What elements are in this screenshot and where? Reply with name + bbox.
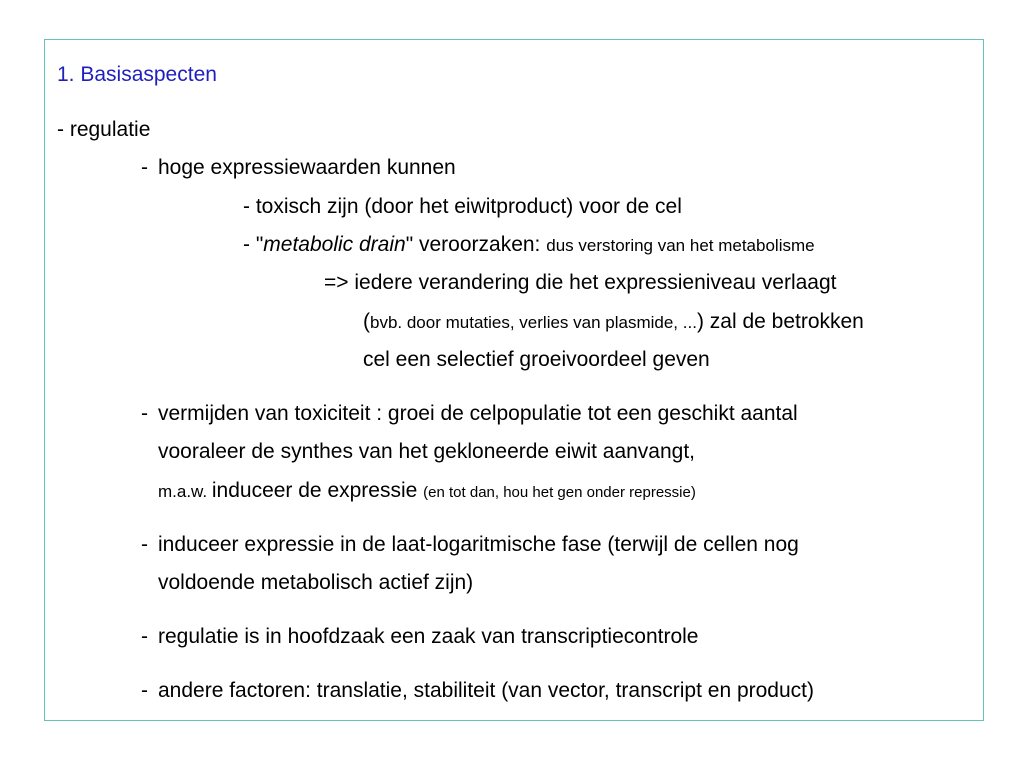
bullet-vermijden-line2: vooraleer de synthes van het gekloneerde eiwit aanvangt, [158,440,696,463]
text-fragment: ( [363,310,370,333]
bullet-vermijden-line3 [158,479,696,505]
bullet-induceer-line1: induceer expressie in de laat-logaritmische fase (terwijl de cellen nog [158,533,799,556]
bullet-vermijden-line1: vermijden van toxiciteit : groei de celpopulatie tot een geschikt aantal [158,402,798,425]
bullet-dash: - [141,679,148,702]
bullet-dash: - [141,156,148,179]
italic-term: metabolic drain [263,233,406,256]
small-note: m.a.w. [158,482,212,501]
slide-frame [44,39,984,721]
bullet-dash: - [141,402,148,425]
bullet-andere-factoren: andere factoren: translatie, stabiliteit (van vector, transcript en product) [158,679,814,702]
subbullet-metabolic-drain [243,233,815,258]
consequence-line: => iedere verandering die het expressieniveau verlaagt [324,271,837,294]
small-note: bvb. door mutaties, verlies van plasmide, ... [370,313,697,332]
bullet-induceer-line2: voldoende metabolisch actief zijn) [158,571,474,594]
text-fragment: ) zal de betrokken [696,310,864,333]
bullet-dash: - [141,625,148,648]
consequence-example [363,310,864,335]
small-note: dus verstoring van het metabolisme [546,236,815,255]
section-heading: 1. Basisaspecten [57,63,217,86]
bullet-transcriptiecontrole: regulatie is in hoofdzaak een zaak van transcriptiecontrole [158,625,699,648]
bullet-hoge-expressie: hoge expressiewaarden kunnen [158,156,456,179]
topic-regulatie: - regulatie [57,118,151,141]
consequence-result: cel een selectief groeivoordeel geven [363,348,710,371]
text-fragment: " veroorzaken: [405,233,547,256]
bullet-dash: - [141,533,148,556]
text-fragment: - " [243,233,264,256]
subbullet-toxisch: - toxisch zijn (door het eiwitproduct) voor de cel [243,195,682,218]
text-fragment: induceer de expressie [211,479,424,502]
small-note: (en tot dan, hou het gen onder repressie) [423,484,696,501]
